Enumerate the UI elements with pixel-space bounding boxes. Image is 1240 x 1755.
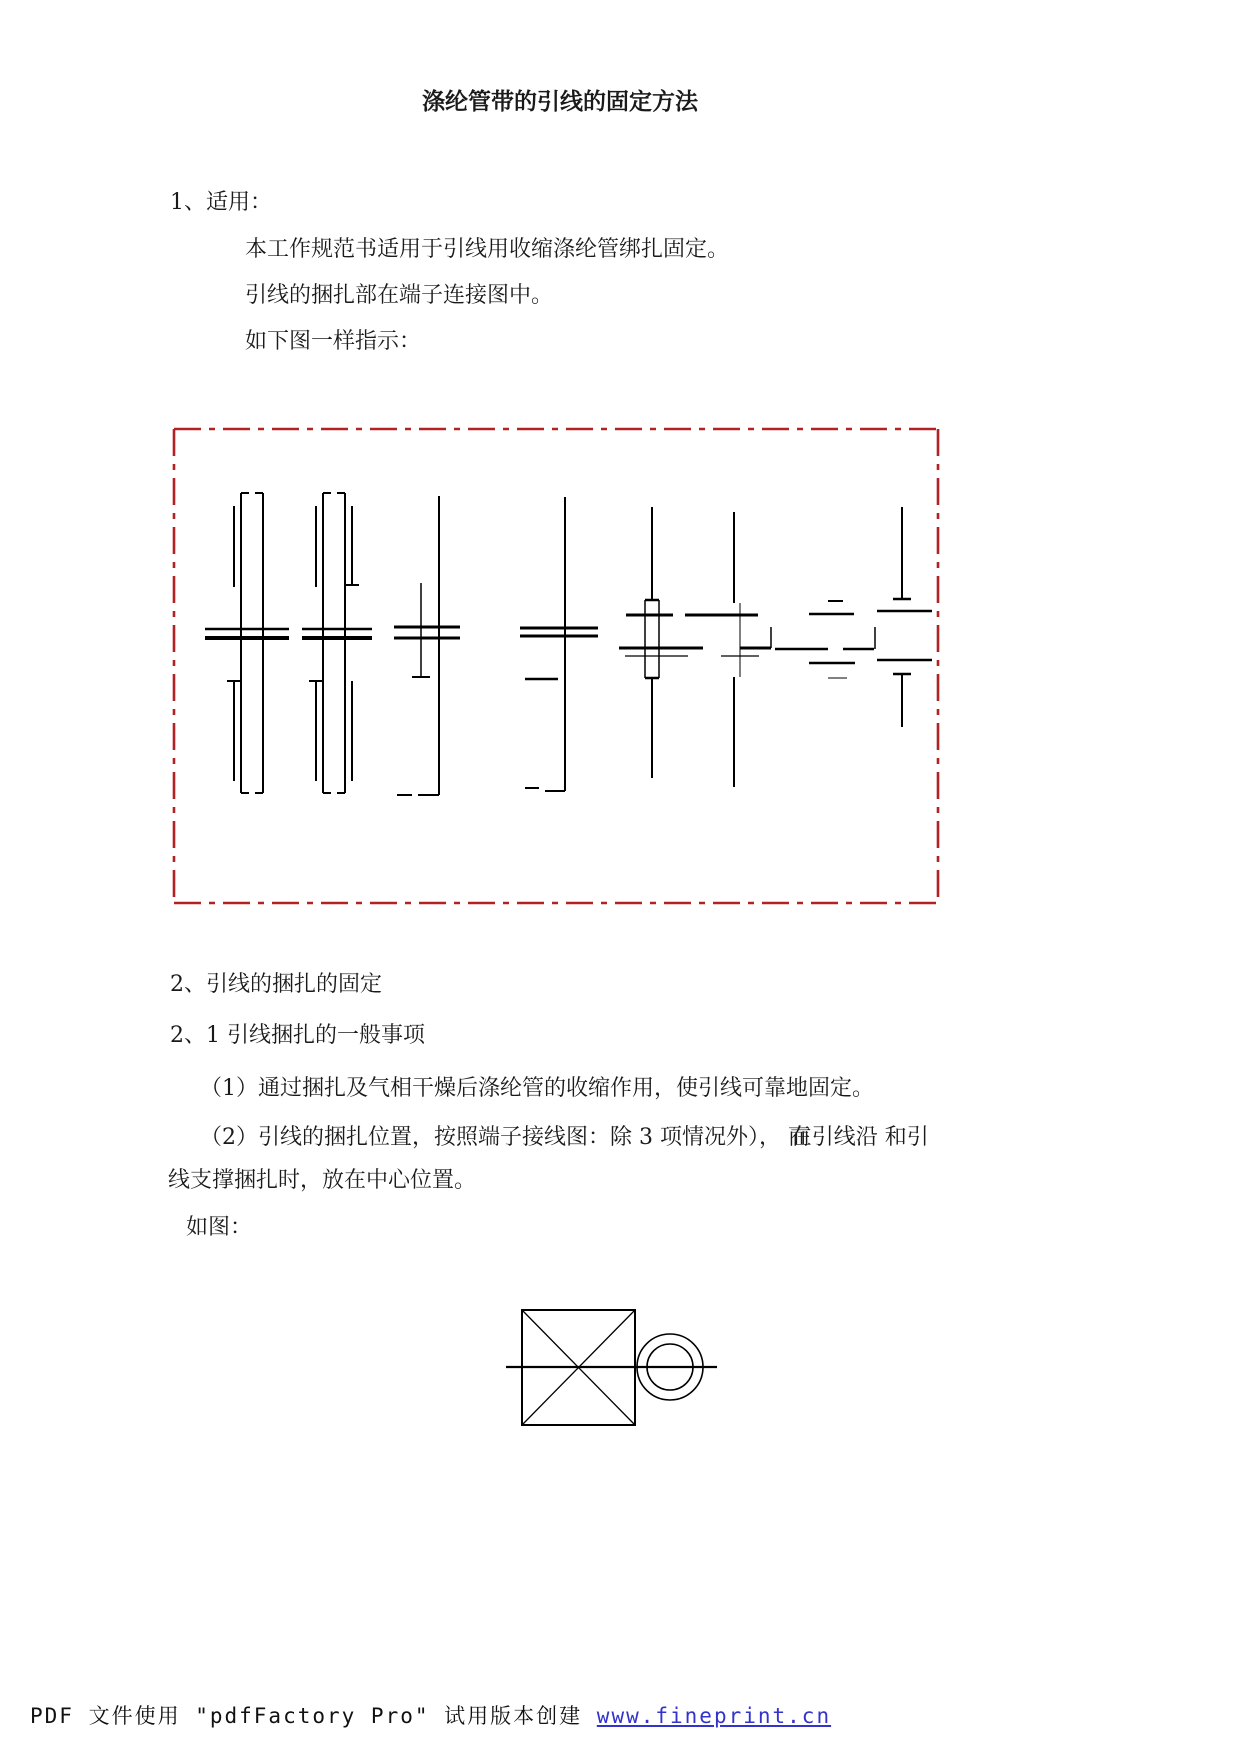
figure2-label: 如图： bbox=[186, 1215, 253, 1240]
section1-line-3: 如下图一样指示： bbox=[245, 329, 422, 354]
item2-overlapped-char: 而 bbox=[787, 1125, 790, 1150]
figure1-drawing bbox=[172, 427, 940, 905]
wire-band-symbol-6 bbox=[678, 512, 771, 787]
section2-heading: 2、引线的捆扎的固定 bbox=[170, 972, 382, 997]
dash-band-symbol-7 bbox=[775, 601, 875, 678]
section2-subheading: 2、1 引线捆扎的一般事项 bbox=[170, 1023, 425, 1048]
small-tube-symbol-5 bbox=[619, 507, 700, 778]
figure2-center-position-diagram bbox=[500, 1303, 725, 1433]
wire-band-symbol-3 bbox=[394, 496, 460, 795]
tube-symbol-2 bbox=[302, 493, 372, 793]
section2-item1: （1）通过捆扎及气相干燥后涤纶管的收缩作用，使引线可靠地固定。 bbox=[200, 1076, 874, 1101]
footer-text: PDF 文件使用 "pdfFactory Pro" 试用版本创建 bbox=[30, 1704, 597, 1728]
figure1-binding-diagram bbox=[172, 427, 940, 905]
section2-item2-continuation: 线支撑捆扎时，放在中心位置。 bbox=[168, 1168, 477, 1193]
fineprint-link[interactable]: www.fineprint.cn bbox=[596, 1704, 832, 1728]
capped-wire-symbol-8 bbox=[877, 507, 932, 727]
figure1-dashdot-border bbox=[174, 429, 938, 903]
pdf-watermark-footer bbox=[30, 1700, 831, 1730]
section1-line-2: 引线的捆扎部在端子连接图中。 bbox=[245, 283, 554, 308]
tube-symbol-1 bbox=[205, 493, 289, 793]
page-title: 涤纶管带的引线的固定方法 bbox=[422, 88, 698, 115]
item2-text-post: 在引线沿 和引 bbox=[789, 1125, 929, 1150]
item2-text-pre: （2）引线的捆扎位置，按照端子接线图：除 3 项情况外）， bbox=[200, 1125, 788, 1150]
wire-band-symbol-4 bbox=[520, 497, 598, 791]
section2-item2 bbox=[200, 1124, 929, 1152]
figure2-drawing bbox=[500, 1303, 725, 1433]
section1-heading: 1、适用： bbox=[170, 190, 272, 215]
section1-line-1: 本工作规范书适用于引线用收缩涤纶管绑扎固定。 bbox=[245, 237, 730, 262]
